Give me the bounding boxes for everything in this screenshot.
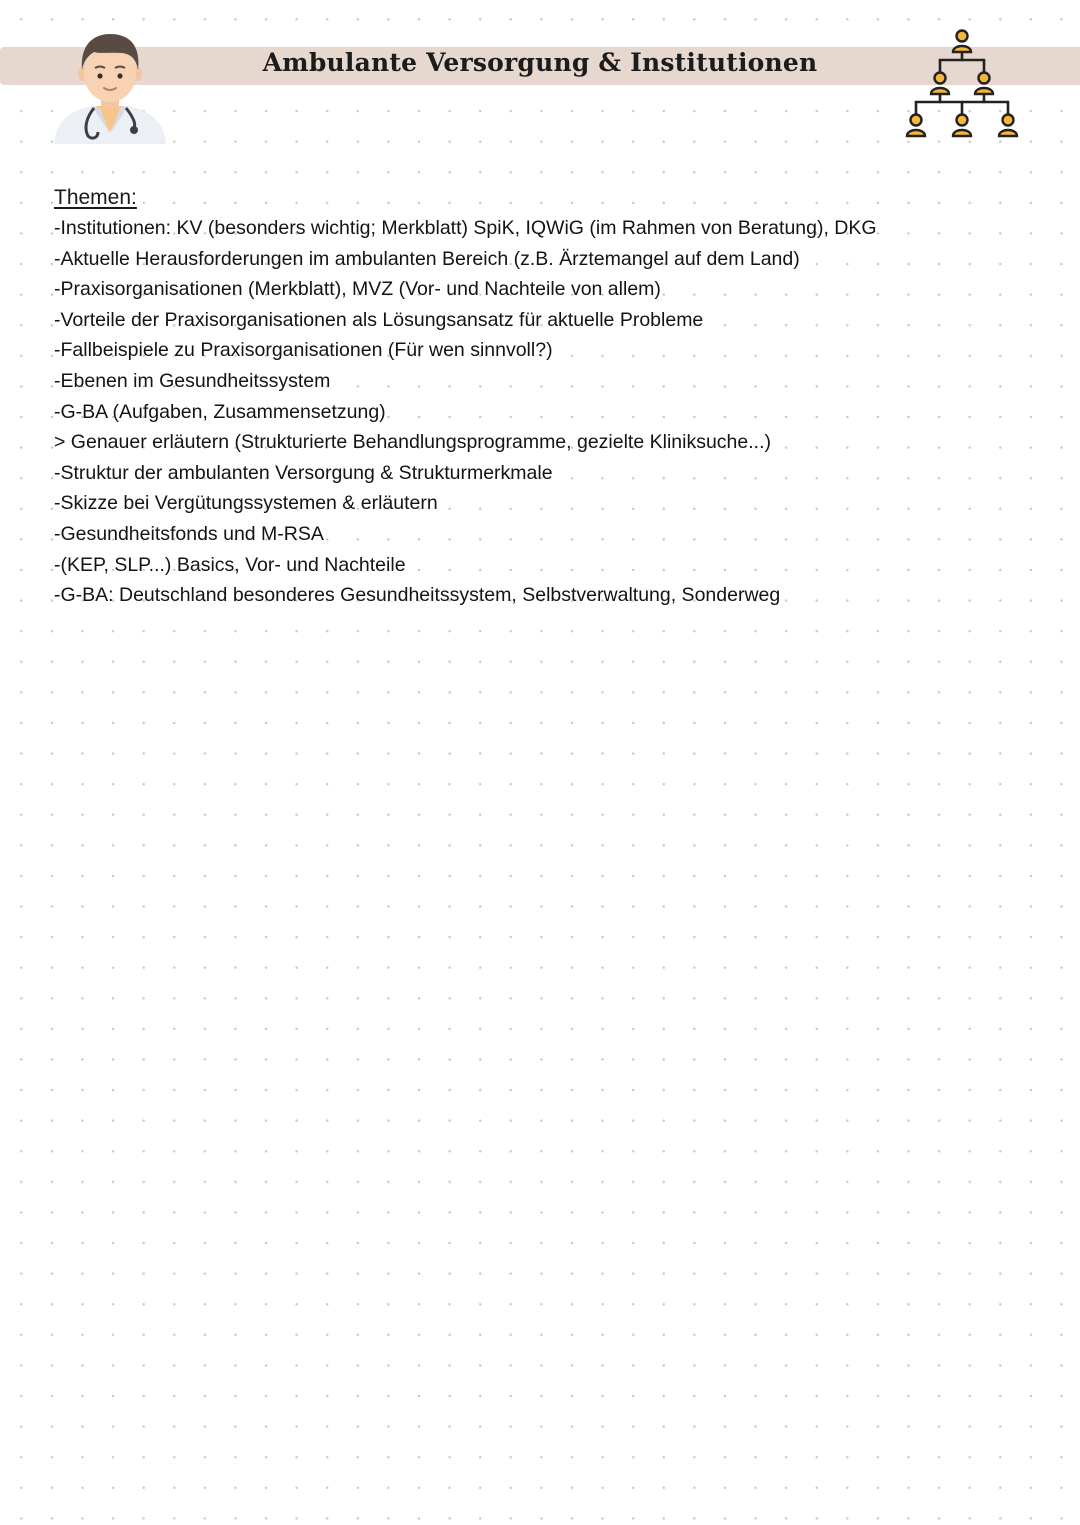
topic-item: -Vorteile der Praxisorganisationen als Lösungsansatz für aktuelle Probleme <box>54 308 704 331</box>
topic-item: -Praxisorganisationen (Merkblatt), MVZ (Vor- und Nachteile von allem) <box>54 278 661 301</box>
topic-item: -Ebenen im Gesundheitssystem <box>54 369 331 392</box>
topic-item: -Institutionen: KV (besonders wichtig; Merkblatt) SpiK, IQWiG (im Rahmen von Beratung), DKG <box>54 217 877 239</box>
topic-item: > Genauer erläutern (Strukturierte Behandlungsprogramme, gezielte Kliniksuche...) <box>54 431 771 454</box>
hierarchy-org-chart-icon <box>902 28 1022 144</box>
doctor-illustration-icon <box>50 28 170 146</box>
topic-item: -Fallbeispiele zu Praxisorganisationen (Für wen sinnvoll?) <box>54 339 553 362</box>
topic-item: -Aktuelle Herausforderungen im ambulanten Bereich (z.B. Ärztemangel auf dem Land) <box>54 247 800 270</box>
topic-item: -G-BA: Deutschland besonderes Gesundheitssystem, Selbstverwaltung, Sonderweg <box>54 584 781 607</box>
section-heading: Themen: <box>54 186 137 209</box>
topics-list <box>54 213 1044 611</box>
notes-content <box>54 183 1044 611</box>
topic-item: -Skizze bei Vergütungssystemen & erläutern <box>54 492 438 515</box>
topic-item: -G-BA (Aufgaben, Zusammensetzung) <box>54 400 386 423</box>
topic-item: -Struktur der ambulanten Versorgung & Strukturmerkmale <box>54 461 553 484</box>
page-title: Ambulante Versorgung & Institutionen <box>262 48 818 77</box>
topic-item: -Gesundheitsfonds und M-RSA <box>54 522 324 545</box>
topic-item: -(KEP, SLP...) Basics, Vor- und Nachteile <box>54 553 406 576</box>
